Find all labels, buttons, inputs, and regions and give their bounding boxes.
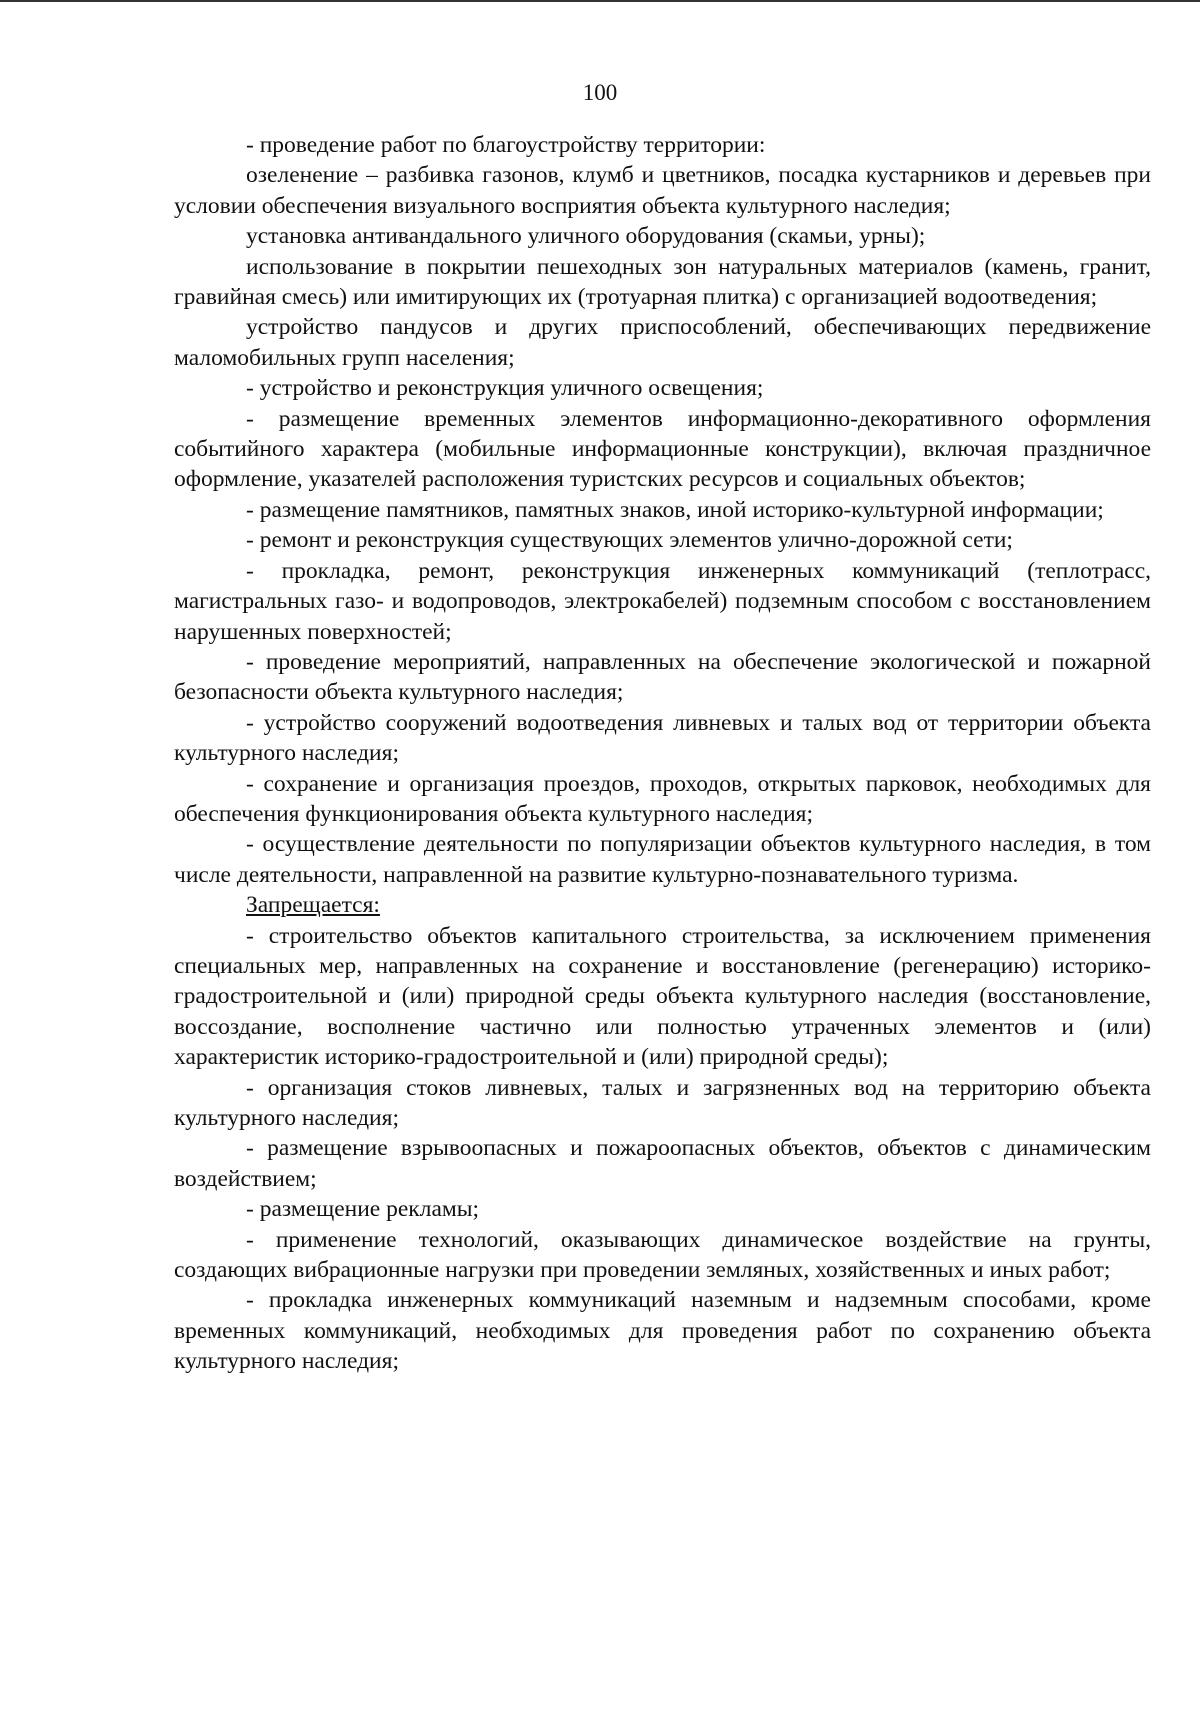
paragraph-street-lighting: - устройство и реконструкция уличного освещения; (246, 375, 764, 402)
prohibited-item-hazardous-objects: - размещение взрывоопасных и пожароопасных объектов, объектов с динамическим воздействием; (174, 1135, 1151, 1192)
paragraph-road-network-repair: - ремонт и реконструкция существующих элементов улично-дорожной сети; (246, 527, 1013, 554)
paragraph-temporary-decor: - размещение временных элементов информационно-декоративного оформления событийного характера (мобильные информационные конструкции), включая праздничное оформление, указателей расположения туристских ресурсов и социальных объектов; (174, 405, 1151, 493)
paragraph-fire-ecology-safety: - проведение мероприятий, направленных на обеспечение экологической и пожарной безопасности объекта культурного наследия; (174, 648, 1151, 706)
prohibited-item-overground-utilities: - прокладка инженерных коммуникаций наземным и надземным способами, кроме временных коммуникаций, необходимых для проведения работ по сохранению объекта культурного наследия; (174, 1287, 1151, 1375)
top-border-line (0, 0, 1200, 2)
paragraph-parking: - сохранение и организация проездов, проходов, открытых парковок, необходимых для обеспечения функционирования объекта культурного наследия; (174, 770, 1151, 827)
prohibited-item-vibration: - применение технологий, оказывающих динамическое воздействие на грунты, создающих вибрационные нагрузки при проведении земляных, хозяйственных и иных работ; (174, 1226, 1151, 1284)
paragraph-monuments: - размещение памятников, памятных знаков, иной историко-культурной информации; (246, 496, 1104, 523)
paragraph-utilities-underground: - прокладка, ремонт, реконструкция инженерных коммуникаций (теплотрасс, магистральных газо- и водопроводов, электрокабелей) подземным способом с восстановлением нарушенных поверхностей; (174, 557, 1151, 645)
paragraph-ramps: устройство пандусов и других приспособлений, обеспечивающих передвижение маломобильных групп населения; (174, 314, 1151, 371)
prohibited-item-construction: - строительство объектов капитального строительства, за исключением применения специальных мер, направленных на сохранение и восстановление (регенерацию) историко-градостроительной и (или) природной среды объекта культурного наследия (восстановление, воссоздание, восполнение частично или полностью утраченных элементов и (или) характеристик историко-градостроительной и (или) природной среды); (174, 922, 1151, 1071)
document-body (174, 130, 1151, 1377)
prohibited-item-advertising: - размещение рекламы; (246, 1196, 480, 1223)
page-number: 100 (582, 80, 618, 105)
paragraph-popularization: - осуществление деятельности по популяризации объектов культурного наследия, в том числе деятельности, направленной на развитие культурно-познавательного туризма. (174, 831, 1151, 888)
paragraph-paving-materials: использование в покрытии пешеходных зон натуральных материалов (камень, гранит, гравийная смесь) или имитирующих их (тротуарная плитка) с организацией водоотведения; (174, 253, 1151, 311)
prohibited-heading: Запрещается: (246, 892, 380, 919)
paragraph-street-furniture: установка антивандального уличного оборудования (скамьи, урны); (246, 223, 926, 250)
paragraph-landscaping-works: - проведение работ по благоустройству территории: (246, 132, 766, 158)
paragraph-drainage: - устройство сооружений водоотведения ливневых и талых вод от территории объекта культурного наследия; (174, 709, 1151, 767)
prohibited-item-runoff: - организация стоков ливневых, талых и загрязненных вод на территорию объекта культурного наследия; (174, 1074, 1151, 1131)
paragraph-greening: озеленение – разбивка газонов, клумб и цветников, посадка кустарников и деревьев при условии обеспечения визуального восприятия объекта культурного наследия; (174, 162, 1151, 219)
